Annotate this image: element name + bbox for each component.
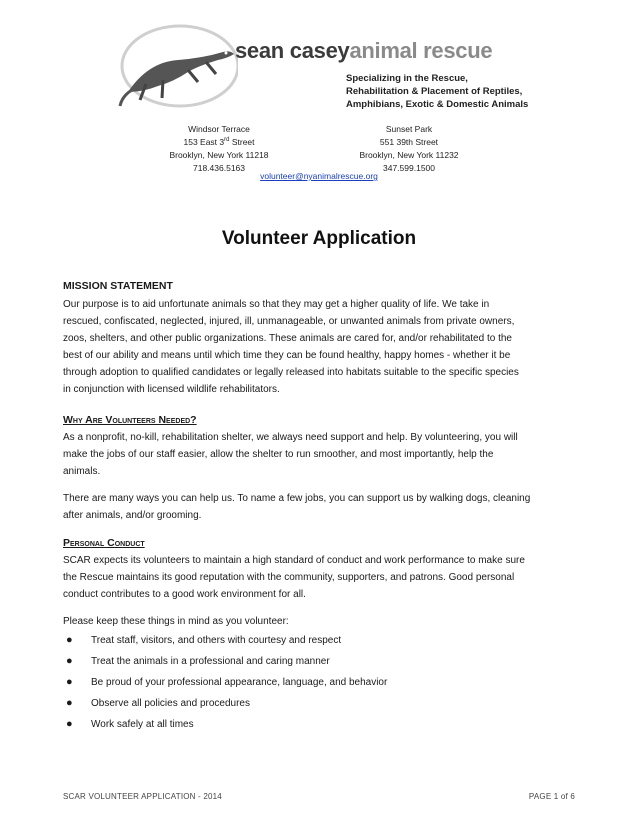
list-item: ● Be proud of your professional appearance, language, and behavior — [91, 674, 575, 691]
footer-left: SCAR VOLUNTEER APPLICATION - 2014 — [63, 792, 222, 801]
address-windsor-terrace: Windsor Terrace 153 East 3rd Street Brooklyn, New York 11218 718.436.5163 — [169, 124, 269, 173]
list-item: ● Treat staff, visitors, and others with courtesy and respect — [91, 632, 575, 649]
lizard-logo-icon — [118, 22, 238, 114]
mission-heading: MISSION STATEMENT — [63, 280, 173, 292]
page-title: Volunteer Application — [221, 228, 417, 249]
bullet-icon: ● — [66, 676, 73, 688]
email-line — [0, 171, 638, 181]
mission-text: Our purpose is to aid unfortunate animals so that they may get a higher quality of life. We take in rescued, confiscated, neglected, injured, ill, unmanageable, or unwanted animals from private owners, zoos, shelters, and other public organizations. These animals are cared for, and/or rehabilitated to the best of our ability and means until which time they can be found healthy, happy homes - whether it be through adoption to qualified candidates or legally released into habitats suitable to the specific species in conjunction with licensed wildlife rehabilitators. — [63, 299, 519, 395]
conduct-intro: Please keep these things in mind as you volunteer: — [63, 616, 289, 627]
logo-header — [118, 22, 538, 114]
list-item: ● Treat the animals in a professional and caring manner — [91, 653, 575, 670]
address-sunset-park: Sunset Park 551 39th Street Brooklyn, New York 11232 347.599.1500 — [359, 124, 459, 173]
bullet-icon: ● — [66, 718, 73, 730]
tagline: Specializing in the Rescue, Rehabilitation & Placement of Reptiles, Amphibians, Exotic & Domestic Animals — [346, 73, 529, 110]
why-heading: Why Are Volunteers Needed? — [63, 414, 197, 426]
footer-page-number: PAGE 1 of 6 — [528, 792, 575, 801]
bullet-icon: ● — [66, 655, 73, 667]
conduct-list — [63, 632, 575, 733]
conduct-heading: Personal Conduct — [63, 537, 145, 549]
why-text: As a nonprofit, no-kill, rehabilitation shelter, we always need support and help. By volunteering, you will make the jobs of our staff easier, allow the shelter to run smoother, and most importantly, help the animals. — [63, 432, 518, 477]
bullet-icon: ● — [66, 697, 73, 709]
list-item: ● Work safely at all times — [91, 716, 575, 733]
conduct-text: SCAR expects its volunteers to maintain a high standard of conduct and work performance to make sure the Rescue maintains its good reputation with the community, supporters, and patrons. Good personal conduct contributes to a good work environment for all. — [63, 555, 525, 600]
list-item: ● Observe all policies and procedures — [91, 695, 575, 712]
brand-name: sean caseyanimal rescue — [235, 38, 493, 63]
document-body — [63, 278, 575, 737]
email-link[interactable]: volunteer@nyanimalrescue.org — [260, 171, 378, 181]
bullet-icon: ● — [66, 634, 73, 646]
why-text-2: There are many ways you can help us. To name a few jobs, you can support us by walking dogs, cleaning after animals, and/or grooming. — [63, 493, 531, 521]
